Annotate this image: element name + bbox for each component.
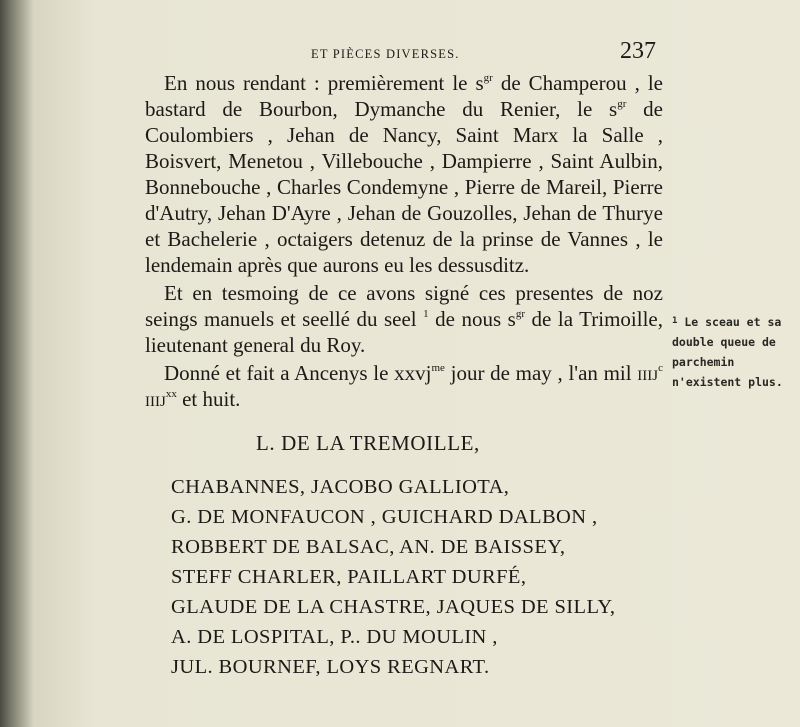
paragraph-2 [145, 280, 663, 358]
roman-numeral: iiij [637, 361, 659, 385]
signature-list [171, 472, 615, 682]
footnote-reference: 1 [423, 308, 429, 320]
text-run: jour de may , l'an mil [444, 361, 638, 385]
footnote-text: Le sceau et sa double queue de parchemin n'existent plus. [672, 315, 783, 389]
superscript: gr [515, 308, 526, 320]
book-gutter-shadow [0, 0, 34, 727]
paragraph-3 [145, 360, 663, 412]
page-number: 237 [620, 38, 656, 64]
footnote [672, 311, 792, 392]
body-text [145, 70, 663, 414]
superscript: xx [165, 388, 177, 400]
text-run: de Champerou , le bastard de Bourbon, Dymanche du Renier, le s [145, 71, 663, 121]
superscript: c [658, 362, 664, 374]
signature-line: A. DE LOSPITAL, P.. DU MOULIN , [171, 626, 498, 648]
signature-line: G. DE MONFAUCON , GUICHARD DALBON , [171, 506, 598, 528]
text-run: Donné et fait a Ancenys le xxvj [164, 361, 432, 385]
text-run: En nous rendant : premièrement le s [164, 71, 484, 95]
signature-line: GLAUDE DE LA CHASTRE, JAQUES DE SILLY, [171, 596, 616, 618]
text-run: Et en tesmoing de ce avons signé ces presentes de noz seings manuels et seellé du seel [145, 281, 663, 331]
signature-line: ROBBERT DE BALSAC, AN. DE BAISSEY, [171, 536, 566, 558]
footnote-mark: 1 [672, 316, 678, 326]
superscript: gr [483, 72, 493, 84]
paragraph-1 [145, 70, 663, 278]
signature-line: STEFF CHARLER, PAILLART DURFÉ, [171, 566, 527, 588]
text-run: de Coulombiers , Jehan de Nancy, Saint Marx la Salle , Boisvert, Menetou , Villebouche , Dampierre , Saint Aulbin, Bonnebouche , Charles Condemyne , Pierre de Mareil, Pierre d'Autry, Jehan D'Ayre , Jehan de Gouzolles, Jehan de Thurye et Bachelerie , octaigers detenuz de la prinse de Vannes , le lendemain après que aurons eu les dessusditz. [145, 97, 663, 277]
running-head: ET PIÈCES DIVERSES. [311, 47, 460, 61]
superscript: me [431, 362, 445, 374]
signature-line: CHABANNES, JACOBO GALLIOTA, [171, 476, 510, 498]
text-run: et huit. [176, 387, 241, 411]
roman-numeral: iiij [145, 387, 166, 411]
main-signature: L. DE LA TREMOILLE, [256, 431, 480, 455]
text-run: de la Trimoille, lieutenant general du Roy. [145, 307, 663, 357]
superscript: gr [617, 98, 627, 110]
signature-line: JUL. BOURNEF, LOYS REGNART. [171, 656, 490, 678]
text-run: de nous s [428, 307, 516, 331]
